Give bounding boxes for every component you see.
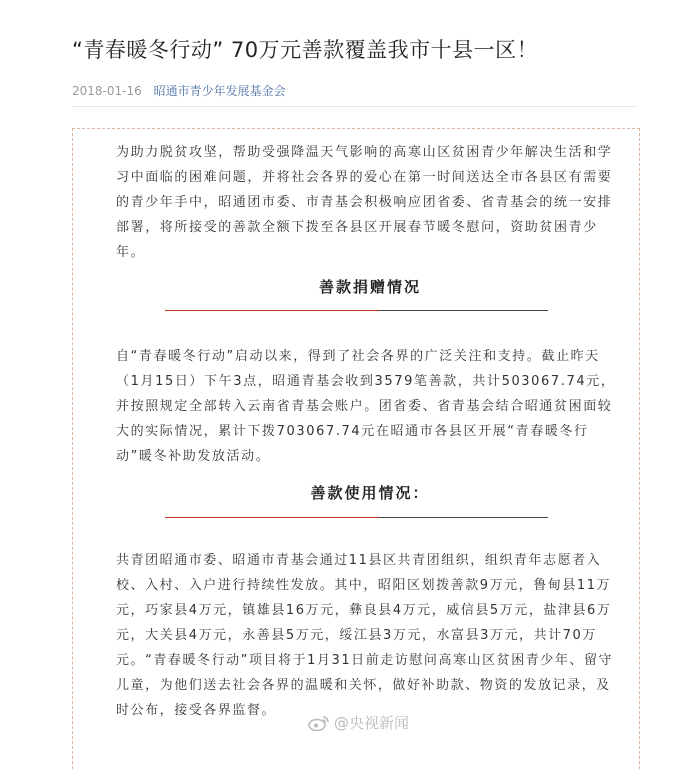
donation-paragraph: 自“青春暖冬行动”启动以来，得到了社会各界的广泛关注和支持。截止昨天（1月15日）下午3点，昭通青基会收到3579笔善款，共计503067.74元，并按照规定全部转入云南省青基会账户。团省委、省青基会结合昭通贫困面较大的实际情况，累计下拨703067.74元在昭通市各县区开展“青春暖冬行动”暖冬补助发放活动。 xyxy=(116,349,616,464)
article-title: “青春暖冬行动” 70万元善款覆盖我市十县一区！ xyxy=(72,38,539,62)
article-meta xyxy=(72,82,286,99)
source-account-link[interactable]: 昭通市青少年发展基金会 xyxy=(153,84,286,98)
donation-heading: 善款捐赠情况 xyxy=(318,278,421,296)
intro-paragraph: 为助力脱贫攻坚，帮助受强降温天气影响的高寒山区贫困青少年解决生活和学习中面临的困难问题，并将社会各界的爱心在第一时间送达全市各县区有需要的青少年手中，昭通团市委、市青基会积极响应团省委、省青基会的统一安排部署，将所接受的善款全额下拨至各县区开展春节暖冬慰问，资助贫困青少年。 xyxy=(116,145,613,260)
watermark-text: @央视新闻 xyxy=(334,714,410,732)
usage-paragraph: 共青团昭通市委、昭通市青基会通过11县区共青团组织，组织青年志愿者入校、入村、入户进行持续性发放。其中，昭阳区划拨善款9万元，鲁甸县11万元，巧家县4万元，镇雄县16万元，彝良县4万元，威信县5万元，盐津县6万元，大关县4万元，永善县5万元，绥江县3万元，水富县3万元，共计70万元。“青春暖冬行动”项目将于1月31日前走访慰问高寒山区贫困青少年、留守儿童，为他们送去社会各界的温暖和关怀，做好补助款、物资的发放记录，及时公布，接受各界监督。 xyxy=(116,553,614,718)
publish-date: 2018-01-16 xyxy=(72,84,142,98)
watermark xyxy=(308,712,409,733)
usage-heading: 善款使用情况： xyxy=(310,484,430,502)
header-divider xyxy=(72,106,638,107)
weibo-icon xyxy=(308,715,330,731)
